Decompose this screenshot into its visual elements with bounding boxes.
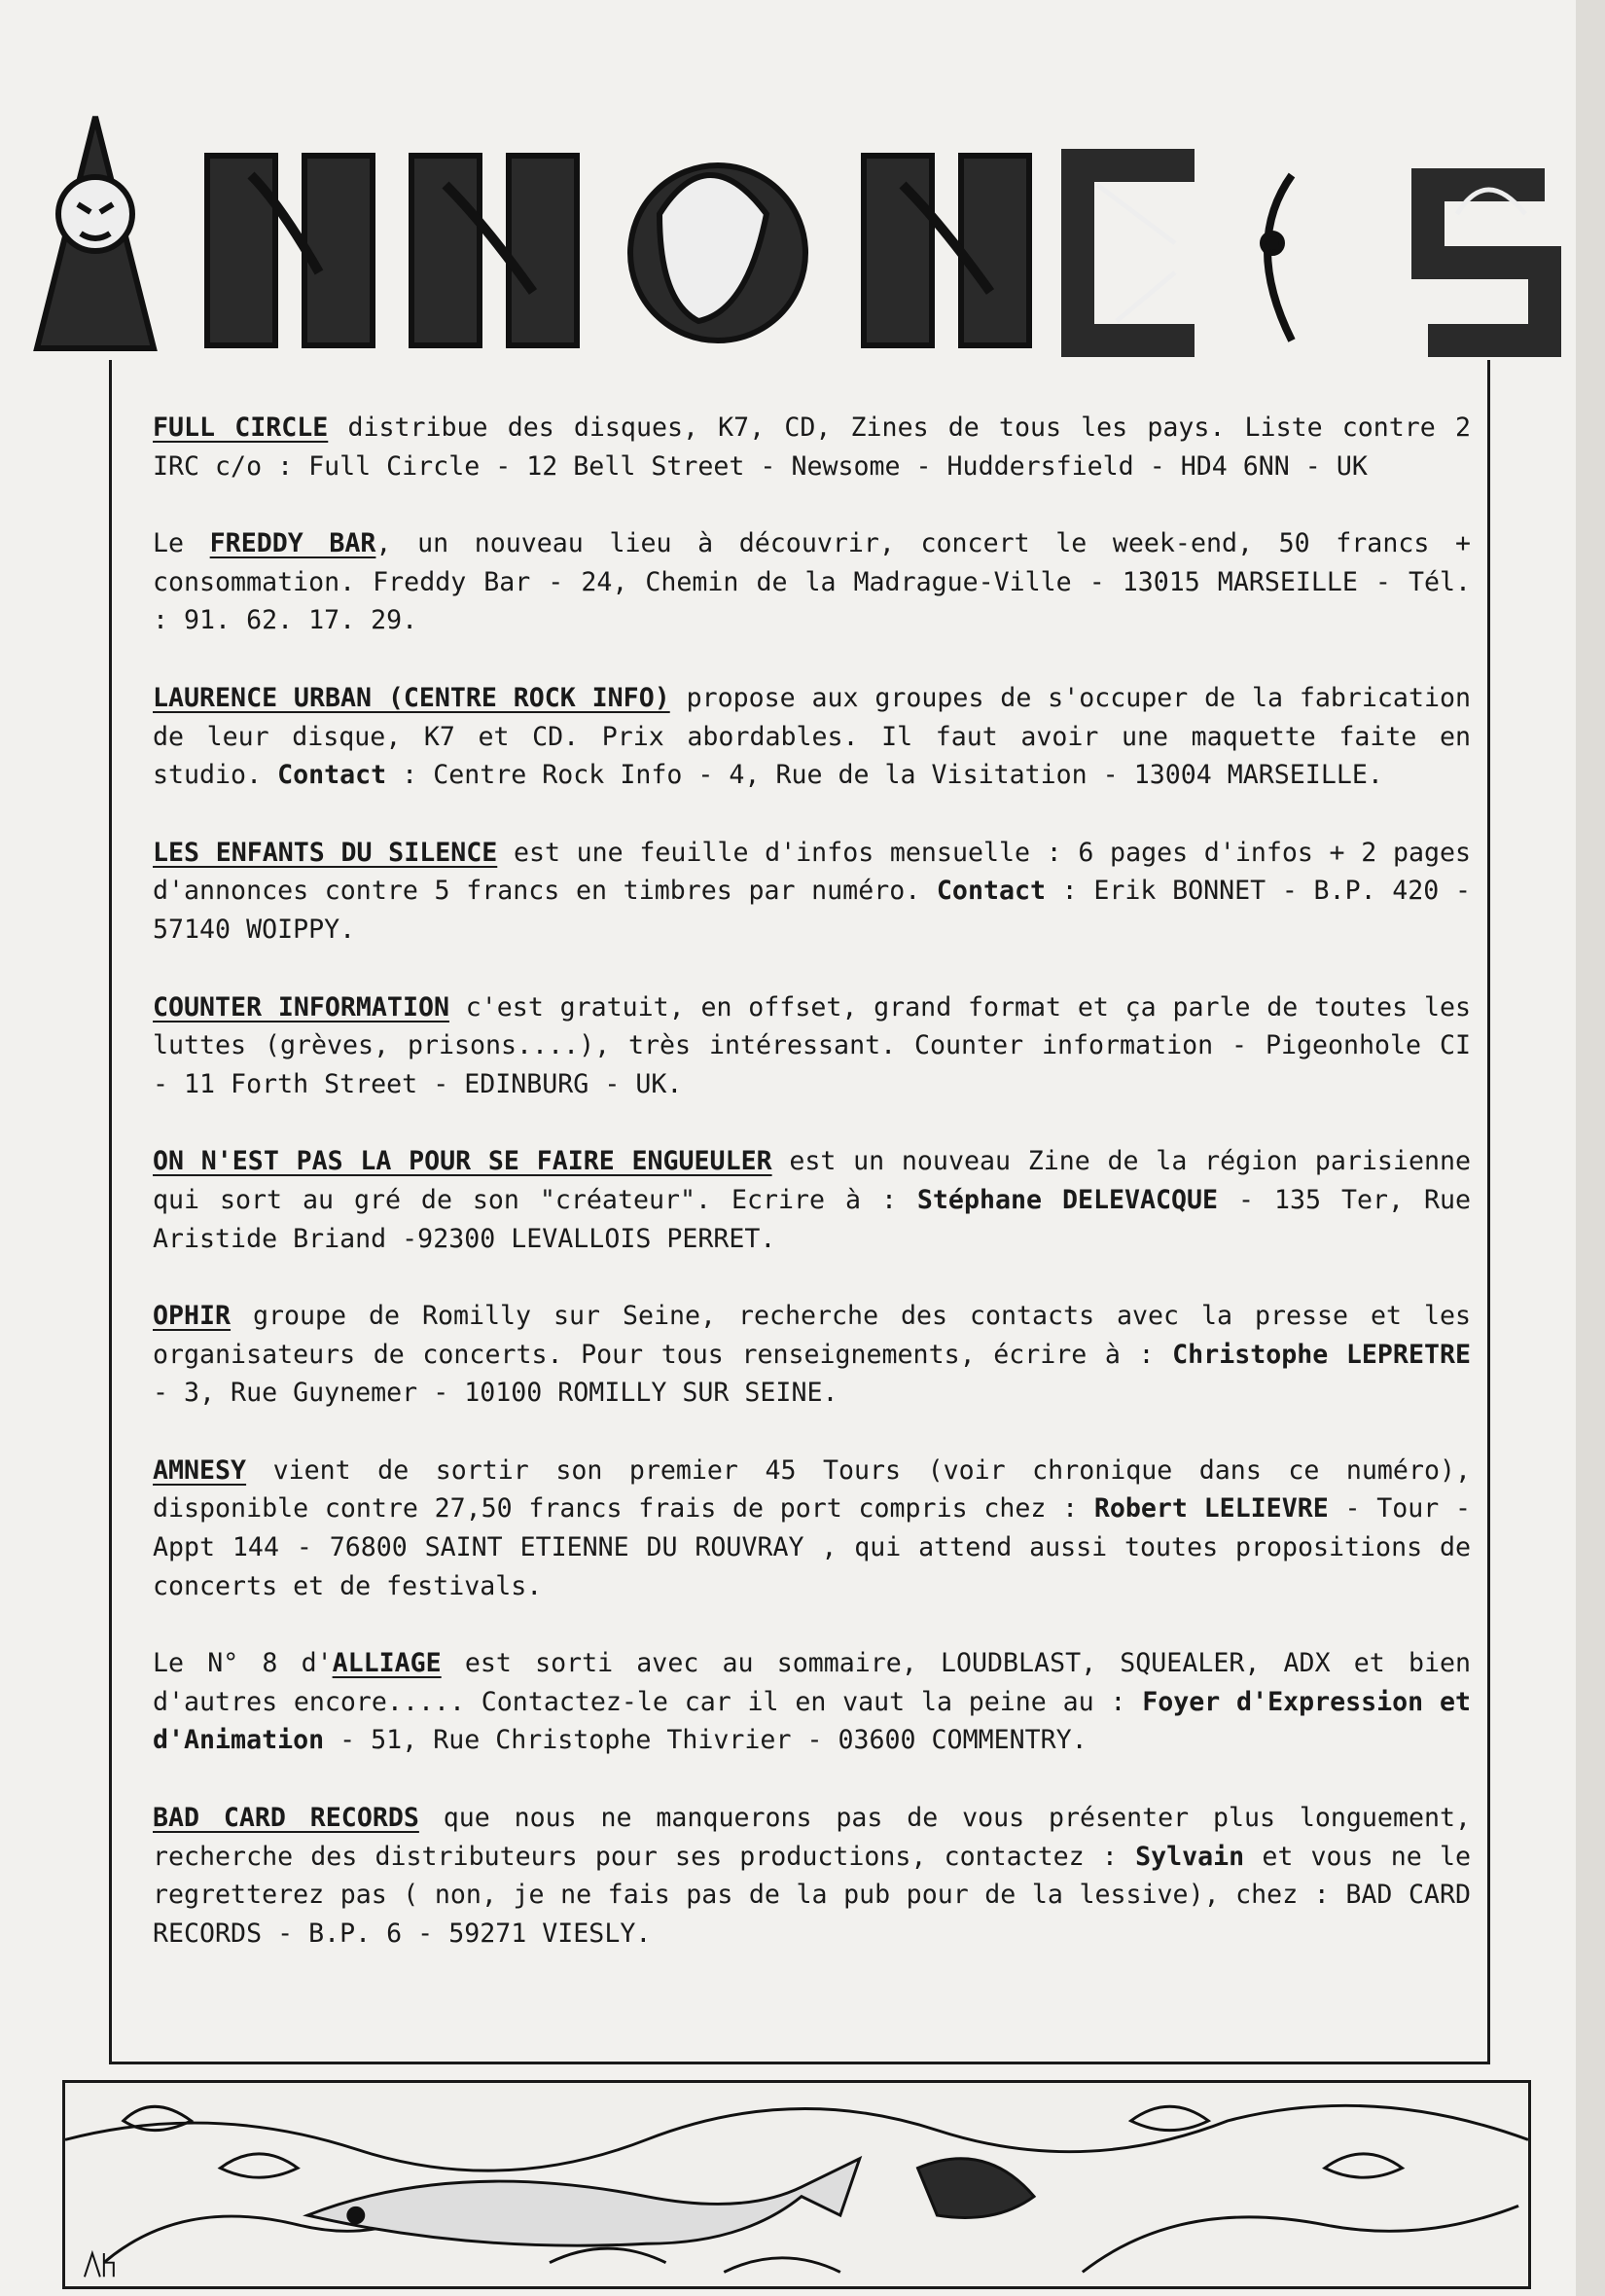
announcement-counter-information: [153, 988, 1471, 1104]
announcement-text: propose aux groupes de s'occuper de la fabrication de leur disque, K7 et CD. Prix abordables. Il faut avoir une maquette faite en studio.: [153, 682, 1471, 791]
announcement-alliage: [153, 1644, 1471, 1760]
announcement-contact: Christophe LEPRETRE: [1172, 1339, 1471, 1370]
announcement-text: - 51, Rue Christophe Thivrier - 03600 COMMENTRY.: [324, 1725, 1088, 1756]
announcement-ophir: [153, 1297, 1471, 1413]
announcement-laurence-urban: [153, 679, 1471, 795]
announcement-bad-card-records: [153, 1799, 1471, 1953]
announcement-name: OPHIR: [153, 1301, 232, 1332]
announcement-text: distribue des disques, K7, CD, Zines de tous les pays. Liste contre 2 IRC c/o : Full Circle - 12 Bell Street - Newsome - Huddersfield - HD4 6NN - UK: [153, 413, 1471, 482]
announcement-text: et vous ne le regretterez pas ( non, je ne fais pas de la pub pour de la lessive), chez : BAD CARD RECORDS - B.P. 6 - 59271 VIESLY.: [153, 1841, 1472, 1949]
announcement-name: COUNTER INFORMATION: [153, 991, 449, 1022]
announcement-text: - 135 Ter, Rue Aristide Briand -92300 LEVALLOIS PERRET.: [153, 1184, 1471, 1254]
announcement-name: AMNESY: [153, 1454, 247, 1486]
ornamental-annonces-title-icon: [27, 97, 1566, 360]
announcement-text: groupe de Romilly sur Seine, recherche des contacts avec la presse et les organisateurs de concerts. Pour tous renseignements, écrire à :: [153, 1301, 1471, 1370]
announcement-text: est sorti avec au sommaire, LOUDBLAST, SQUEALER, ADX et bien d'autres encore..... Contactez-le car il en vaut la peine au :: [153, 1648, 1471, 1717]
announcement-name: LES ENFANTS DU SILENCE: [153, 837, 498, 868]
announcement-contact: Stéphane DELEVACQUE: [916, 1184, 1219, 1215]
announcement-text: vient de sortir son premier 45 Tours (voir chronique dans ce numéro), disponible contre 27,50 francs frais de port compris chez :: [153, 1454, 1471, 1525]
announcement-text: , un nouveau lieu à découvrir, concert le week-end, 50 francs + consommation. Freddy Bar - 24, Chemin de la Madrague-Ville - 13015 MARSEILLE - Tél. : 91. 62. 17. 29.: [153, 528, 1472, 636]
announcement-contact: Contact: [936, 876, 1046, 907]
announcement-enfants-du-silence: [153, 834, 1471, 950]
fish-and-leaves-illustration-icon: [65, 2083, 1528, 2286]
announcement-name: ALLIAGE: [332, 1648, 442, 1679]
announcement-name: LAURENCE URBAN (CENTRE ROCK INFO): [153, 682, 670, 713]
announcement-text: - Tour - Appt 144 - 76800 SAINT ETIENNE DU ROUVRAY , qui attend aussi toutes propositions de concerts et de festivals.: [153, 1493, 1471, 1601]
announcement-text: est un nouveau Zine de la région parisienne qui sort au gré de son "créateur". Ecrire à :: [153, 1146, 1472, 1215]
announcement-amnesy: [153, 1452, 1471, 1605]
announcement-name: FREDDY BAR: [209, 528, 376, 559]
announcement-text: : Erik BONNET - B.P. 420 - 57140 WOIPPY.: [153, 876, 1471, 945]
announcement-contact: Foyer d'Expression et d'Animation: [153, 1686, 1471, 1756]
announcement-text: est une feuille d'infos mensuelle : 6 pages d'infos + 2 pages d'annonces contre 5 francs en timbres par numéro.: [153, 837, 1471, 907]
announcements-list: [153, 409, 1471, 1991]
announcement-full-circle: [153, 409, 1471, 485]
announcement-freddy-bar: [153, 524, 1471, 640]
announcement-contact: Robert LELIEVRE: [1093, 1493, 1329, 1525]
announcement-on-nest-pas-la: [153, 1142, 1471, 1258]
announcement-text: c'est gratuit, en offset, grand format et ça parle de toutes les luttes (grèves, prisons....), très intéressant. Counter information - Pigeonhole CI - 11 Forth Street - EDINBURG - UK.: [153, 991, 1471, 1099]
announcement-contact: Sylvain: [1135, 1841, 1245, 1872]
announcement-name: ON N'EST PAS LA POUR SE FAIRE ENGUEULER: [153, 1146, 772, 1177]
annonces-title-banner: [27, 97, 1566, 360]
announcement-name: BAD CARD RECORDS: [153, 1803, 419, 1834]
announcement-text: Le: [153, 528, 210, 559]
announcement-text: : Centre Rock Info - 4, Rue de la Visitation - 13004 MARSEILLE.: [386, 760, 1383, 791]
announcement-text: que nous ne manquerons pas de vous présenter plus longuement, recherche des distributeurs pour ses productions, contactez :: [153, 1803, 1471, 1872]
footer-illustration: [62, 2080, 1531, 2289]
announcement-contact: Contact: [277, 760, 387, 791]
adjacent-page-edge: [1576, 0, 1605, 2296]
announcement-text: - 3, Rue Guynemer - 10100 ROMILLY SUR SEINE.: [153, 1378, 838, 1409]
announcement-name: FULL CIRCLE: [153, 413, 329, 443]
announcement-text: Le N° 8 d': [153, 1648, 333, 1679]
